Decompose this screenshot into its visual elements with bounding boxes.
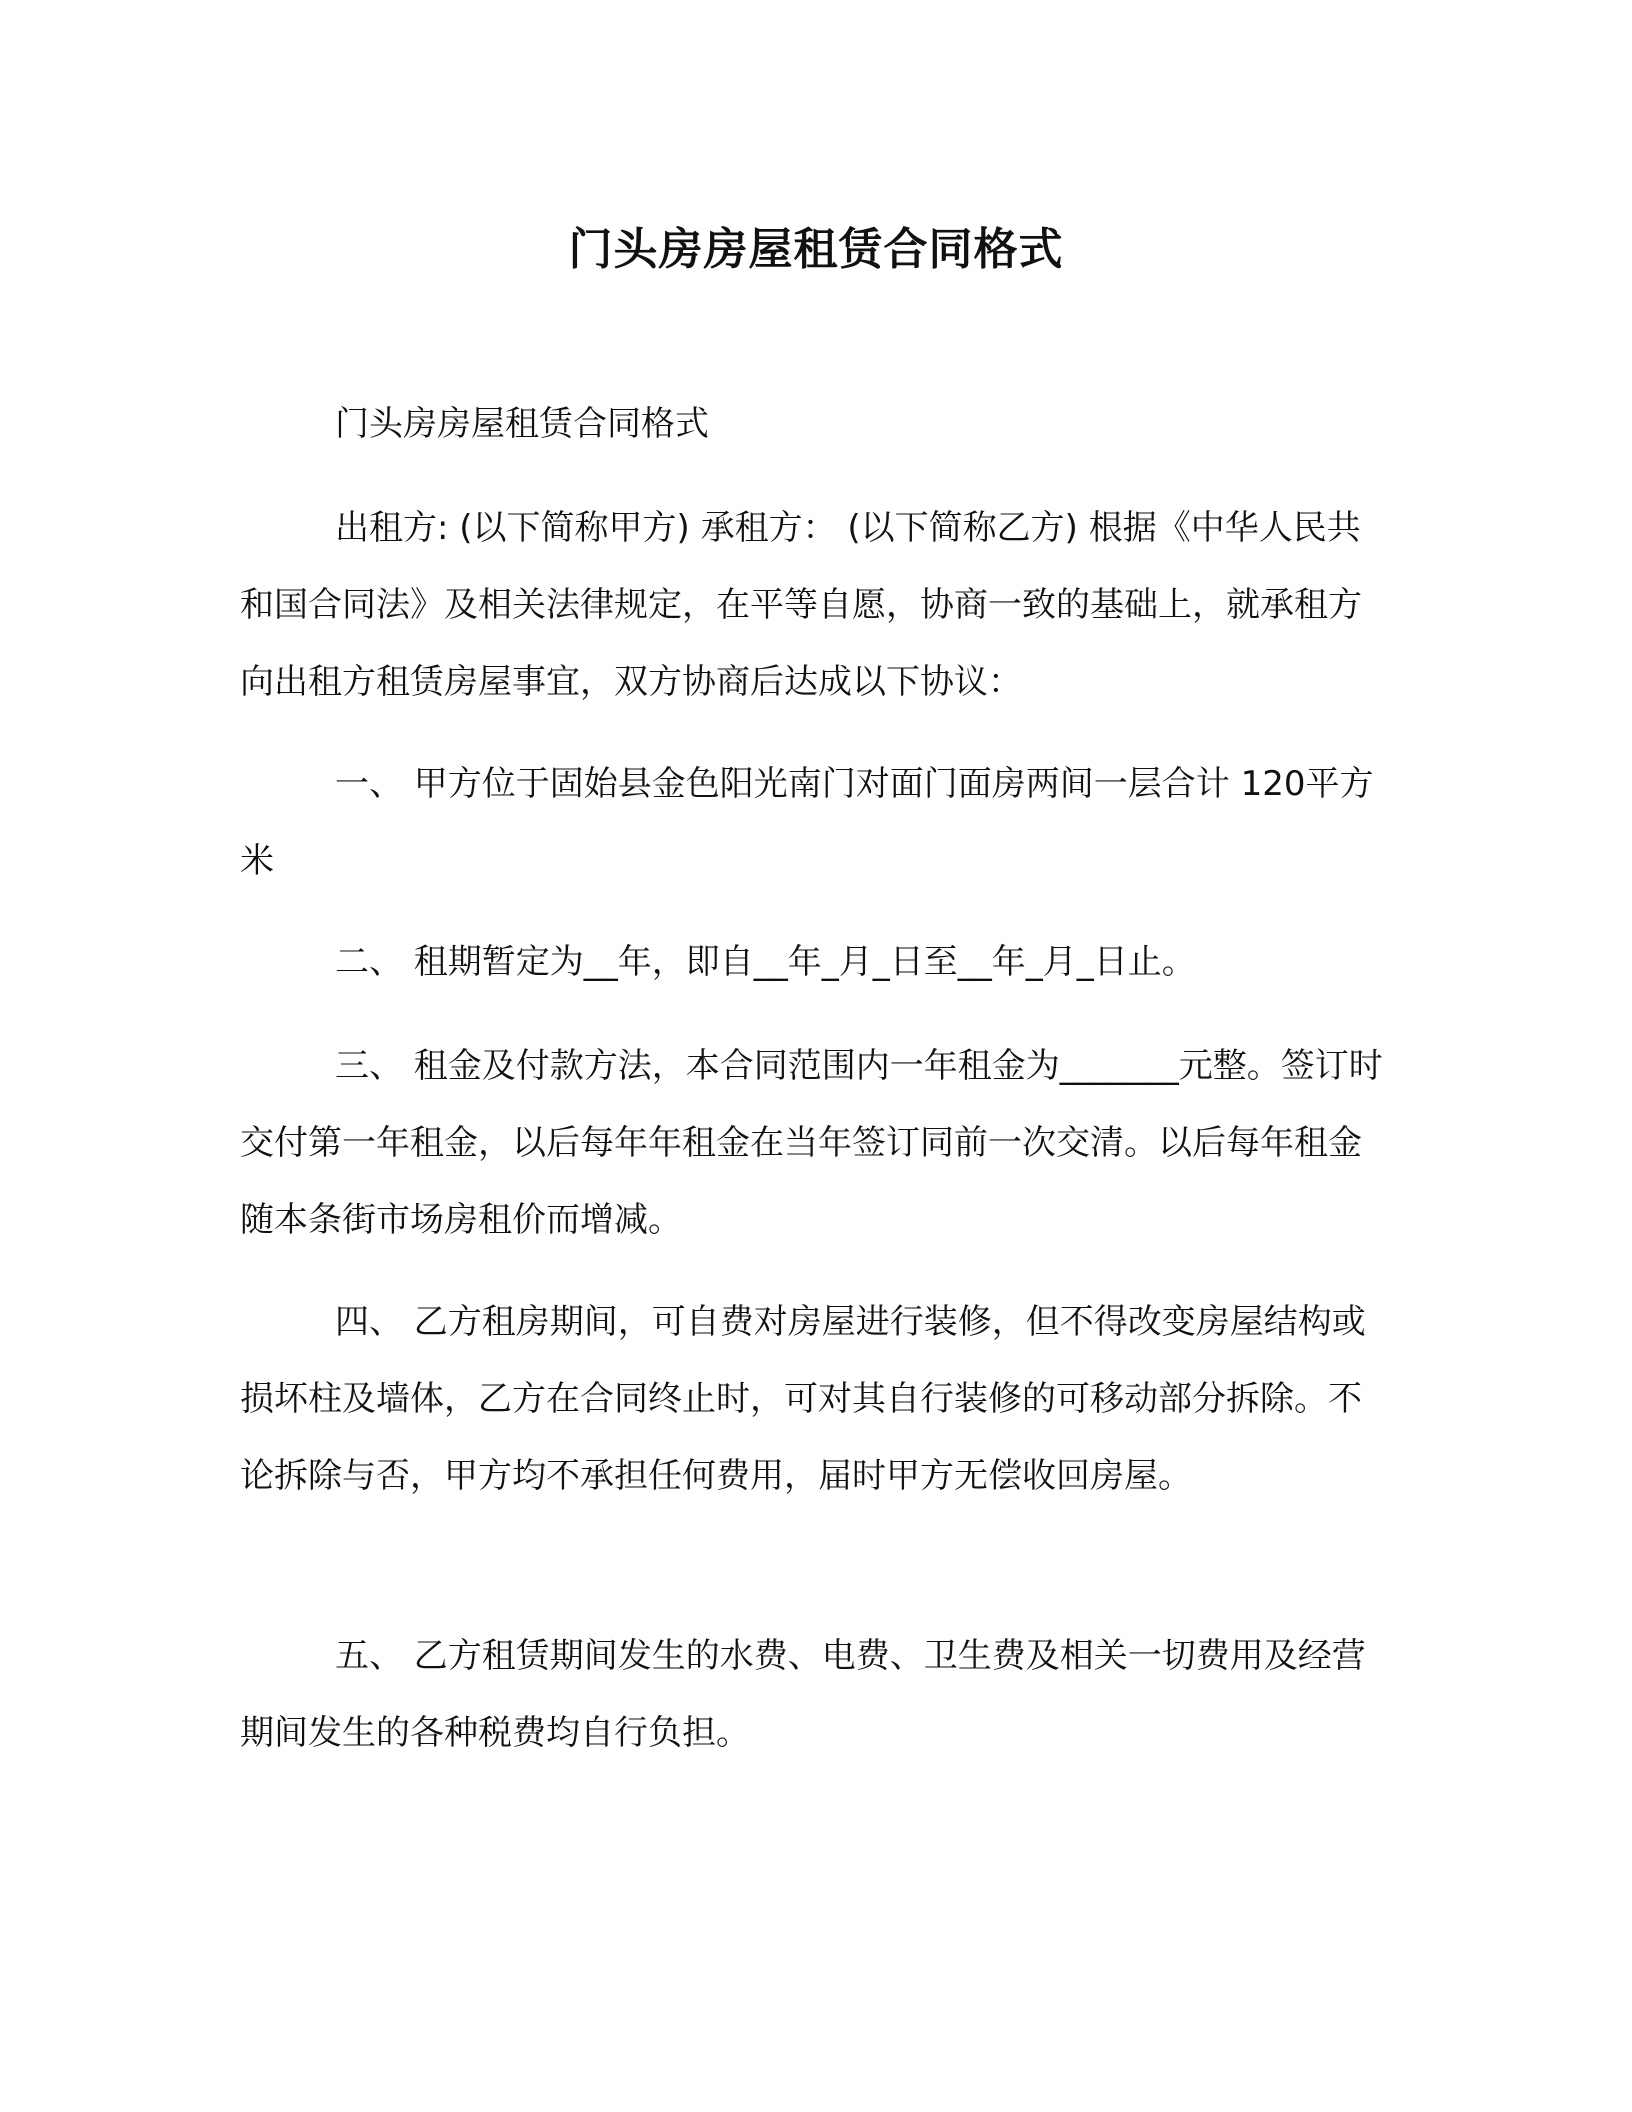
clause-2: 二、 租期暂定为__年，即自__年_月_日至__年_月_日止。 [335, 942, 1196, 982]
clause-3: 三、 租金及付款方法，本合同范围内一年租金为_______元整。签订时交付第一年租金，以后每年年租金在当年签订同前一次交清。以后每年租金随本条街市场房租价而增减。 [240, 1046, 1383, 1240]
document-title: 门头房房屋租赁合同格式 [568, 224, 1064, 275]
intro-paragraph: 出租方: (以下简称甲方) 承租方： (以下简称乙方) 根据《中华人民共和国合同法》及相关法律规定，在平等自愿，协商一致的基础上，就承租方向出租方租赁房屋事宜，双方协商后达成以下协议： [240, 508, 1362, 702]
clause-5: 五、 乙方租赁期间发生的水费、电费、卫生费及相关一切费用及经营期间发生的各种税费均自行负担。 [240, 1636, 1366, 1753]
document-subtitle: 门头房房屋租赁合同格式 [335, 404, 709, 444]
clause-1: 一、 甲方位于固始县金色阳光南门对面门面房两间一层合计 120平方米 [240, 764, 1374, 881]
clause-4: 四、 乙方租房期间，可自费对房屋进行装修，但不得改变房屋结构或损坏柱及墙体，乙方在合同终止时，可对其自行装修的可移动部分拆除。不论拆除与否，甲方均不承担任何费用，届时甲方无偿收回房屋。 [240, 1302, 1366, 1496]
